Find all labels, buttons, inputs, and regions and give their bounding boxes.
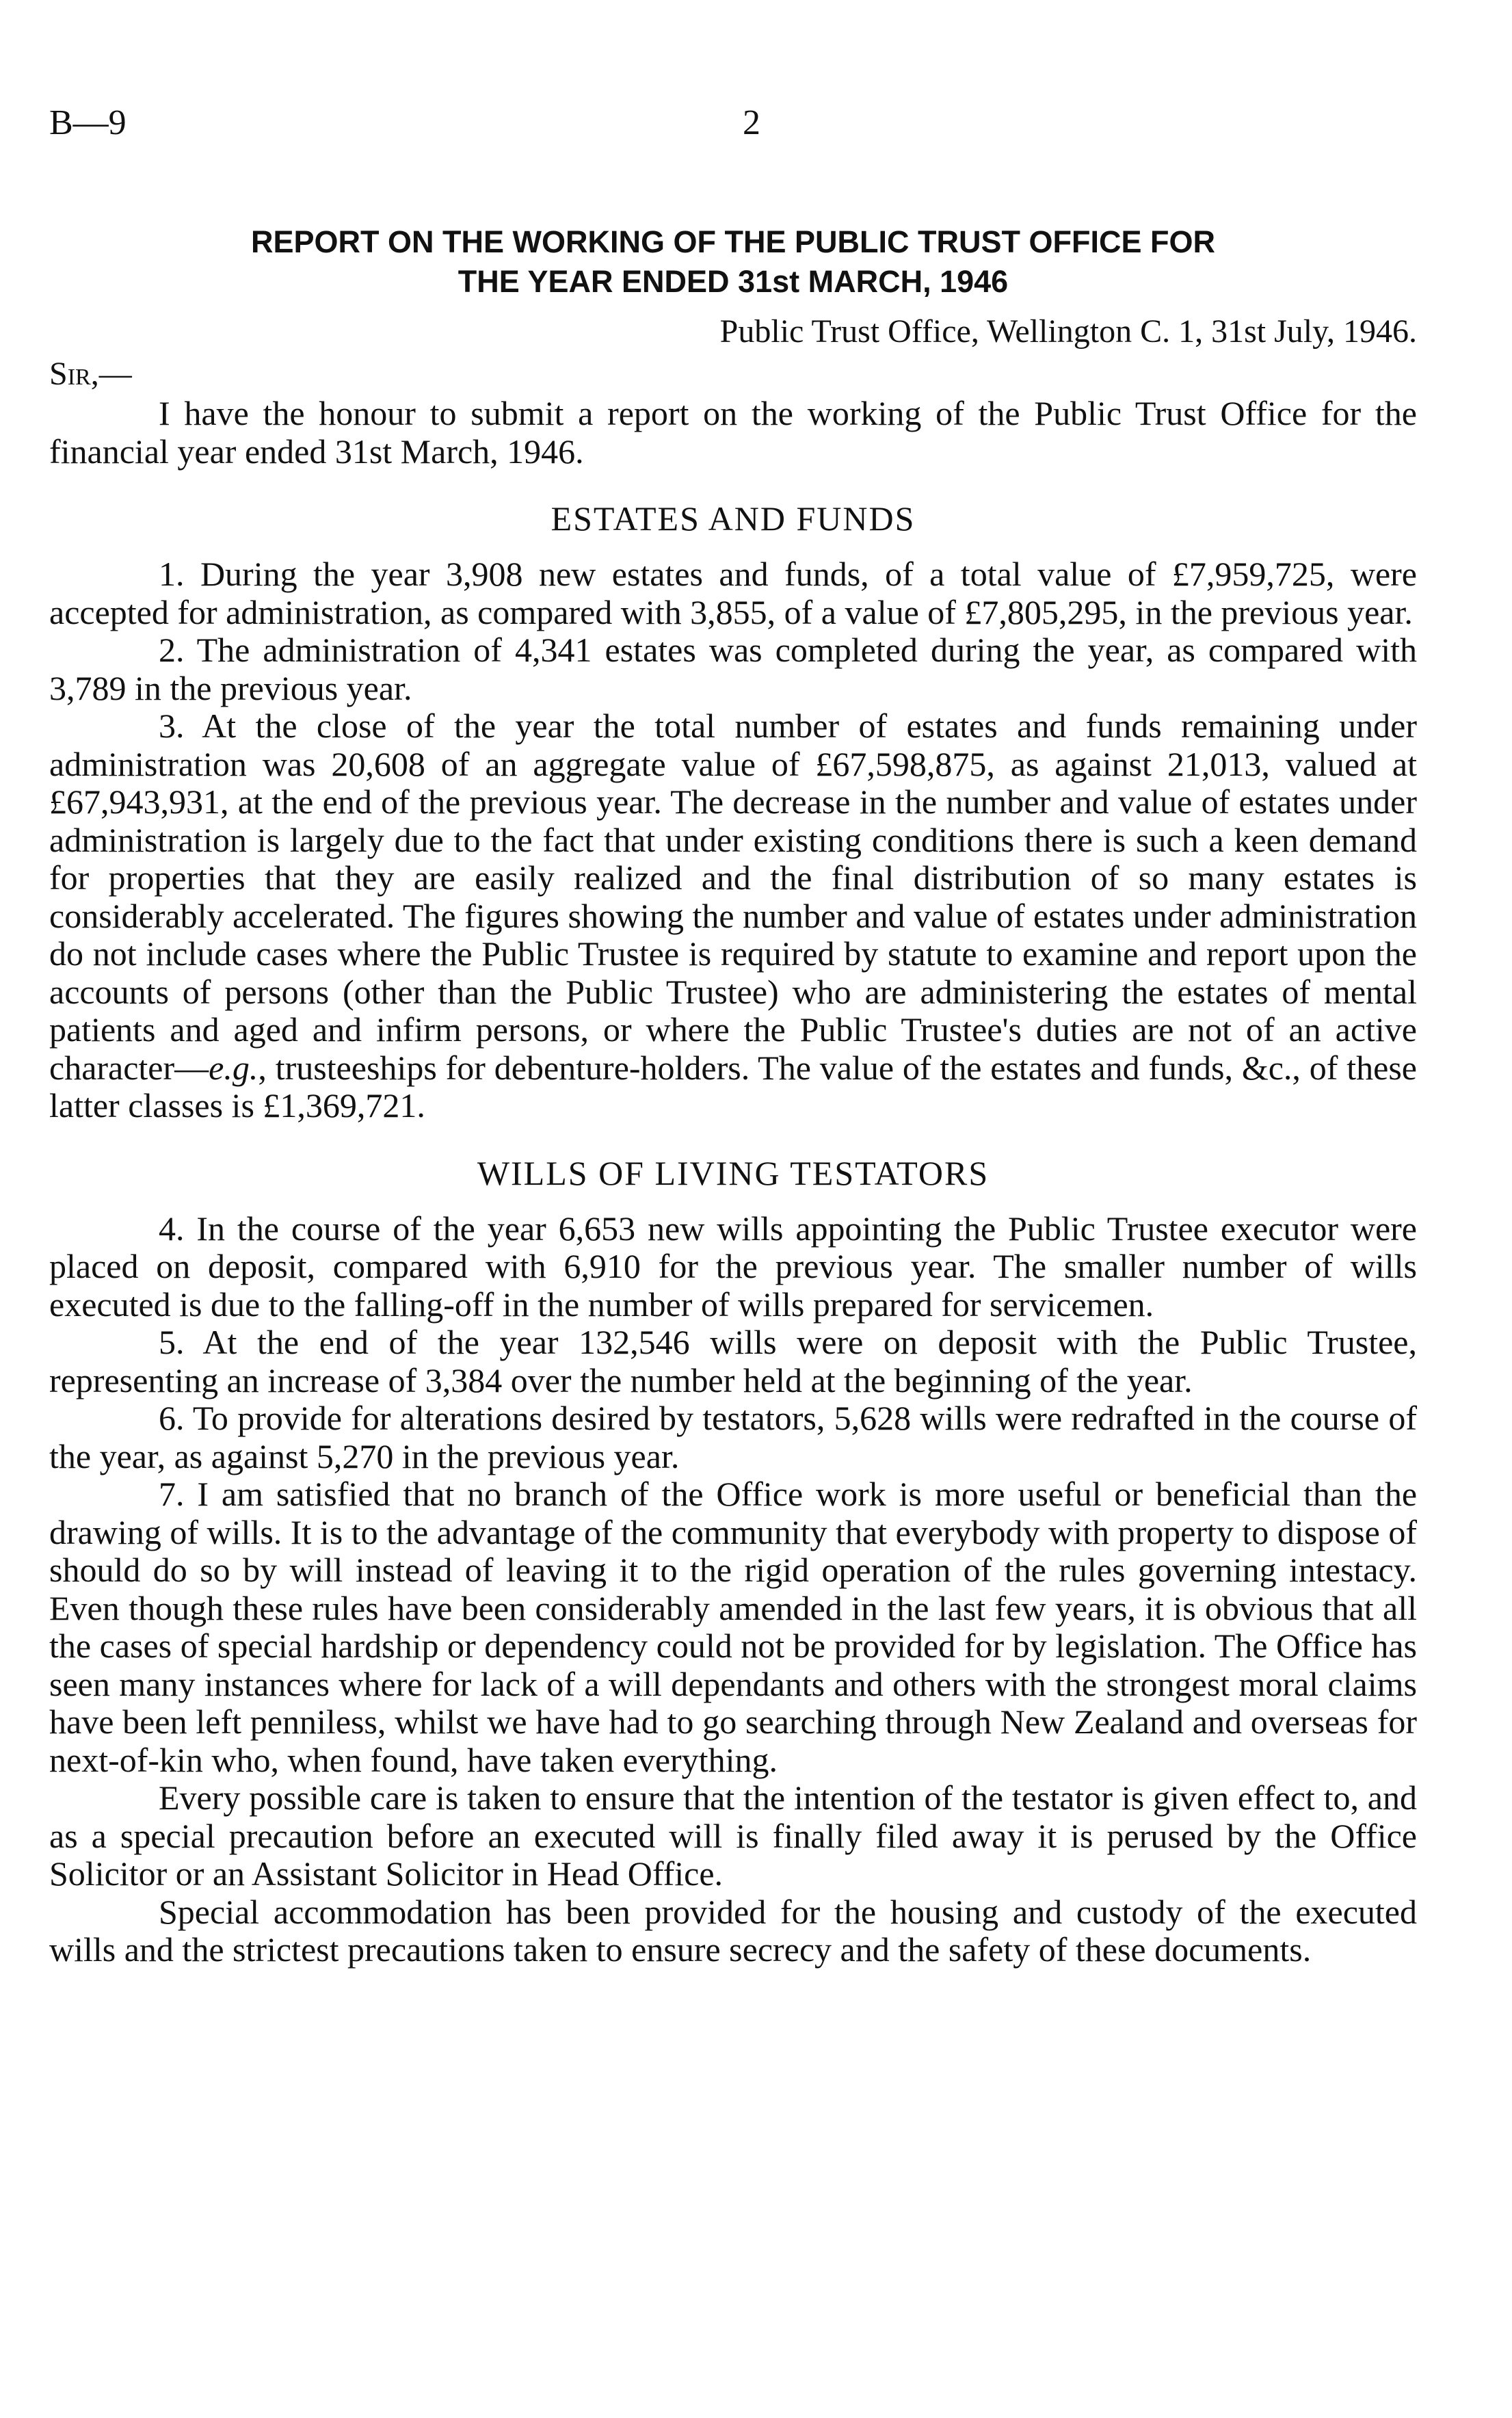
report-title-line-1: REPORT ON THE WORKING OF THE PUBLIC TRUST OFFICE FOR: [251, 224, 1215, 259]
section-heading-estates-and-funds: ESTATES AND FUNDS: [551, 499, 916, 538]
paragraph-7-continued-accommodation: [49, 1893, 1417, 1969]
section-heading-wills-of-living-testators: WILLS OF LIVING TESTATORS: [477, 1153, 990, 1192]
paragraph-number: 7.: [159, 1475, 185, 1513]
document-body: [49, 222, 1417, 1969]
paragraph-text: I am satisfied that no branch of the Office work is more useful or beneficial than the drawing of wills. It is to the advantage of the community that everybody with property to dispose of should do so by will instead of leaving it to the rigid operation of the rules governing intestacy. Even though these rules have been considerably amended in the last few years, it is obvious that all the cases of special hardship or dependency could not be provided for by legislation. The Office has seen many instances where for lack of a will dependants and others with the strongest moral claims have been left penniless, whilst we have had to go searching through New Zealand and overseas for next-of-kin who, when found, have taken everything.: [49, 1475, 1418, 1779]
paragraph-2: [49, 631, 1417, 707]
paragraph-6: [49, 1399, 1417, 1475]
salutation: Sir,—: [49, 356, 132, 392]
paragraph-number: 6.: [159, 1399, 185, 1437]
paragraph-number: 1.: [159, 555, 185, 593]
paragraph-3: [49, 707, 1417, 1125]
intro-paragraph: I have the honour to submit a report on the working of the Public Trust Office for the financial year ended 31st March, 1946.: [49, 394, 1417, 471]
page-number: 2: [743, 103, 760, 142]
paragraph-7-continued-care: [49, 1779, 1417, 1893]
paragraph-number: 3.: [159, 707, 185, 745]
paragraph-text: Special accommodation has been provided for the housing and custody of the executed wills and the strictest precautions taken to ensure secrecy and the safety of these documents.: [49, 1892, 1417, 1969]
paragraph-text: Every possible care is taken to ensure that the intention of the testator is given effect to, and as a special precaution before an executed will is finally filed away it is perused by the Office Solicitor or an Assistant Solicitor in Head Office.: [49, 1778, 1417, 1893]
report-title: [49, 222, 1417, 302]
paragraph-number: 5.: [159, 1323, 185, 1361]
paragraph-number: 4.: [159, 1209, 185, 1248]
running-header: [0, 103, 1512, 150]
paragraph-number: 2.: [159, 631, 185, 669]
paragraph-text: At the close of the year the total number of estates and funds remaining under administration was 20,608 of an aggregate value of £67,598,875, as against 21,013, valued at £67,943,931, at the end of the previous year. The decrease in the number and value of estates under administration is largely due to the fact that under existing conditions there is such a keen demand for properties that they are easily realized and the final distribution of so many estates is considerably accelerated. The figures showing the number and value of estates under administration do not include cases where the Public Trustee is required by statute to examine and report upon the accounts of persons (other than the Public Trustee) who are administering the estates of mental patients and aged and infirm persons, or where the Public Trustee's duties are not of an active character—: [49, 707, 1417, 1087]
paragraph-text: At the end of the year 132,546 wills were on deposit with the Public Trustee, representing an increase of 3,384 over the number held at the beginning of the year.: [49, 1323, 1417, 1399]
paragraph-text: During the year 3,908 new estates and funds, of a total value of £7,959,725, were accepted for administration, as compared with 3,855, of a value of £7,805,295, in the previous year.: [49, 555, 1417, 631]
paragraph-4: [49, 1210, 1417, 1324]
paragraph-text: In the course of the year 6,653 new wills appointing the Public Trustee executor were placed on deposit, compared with 6,910 for the previous year. The smaller number of wills executed is due to the falling-off in the number of wills prepared for servicemen.: [49, 1209, 1418, 1324]
paragraph-text: The administration of 4,341 estates was completed during the year, as compared with 3,789 in the previous year.: [49, 631, 1417, 707]
report-title-line-2: THE YEAR ENDED 31st MARCH, 1946: [457, 264, 1009, 299]
paragraph-text: To provide for alterations desired by testators, 5,628 wills were redrafted in the course of the year, as against 5,270 in the previous year.: [49, 1399, 1417, 1475]
paragraph-1: [49, 555, 1417, 631]
paragraph-7: [49, 1475, 1417, 1779]
paragraph-text: , trusteeships for debenture-holders. The value of the estates and funds, &c., of these latter classes is £1,369,721.: [49, 1048, 1417, 1125]
paragraph-5: [49, 1324, 1417, 1399]
page-reference: B—9: [49, 103, 127, 142]
dateline: Public Trust Office, Wellington C. 1, 31st July, 1946.: [719, 313, 1417, 350]
paragraph-text-italic: e.g.: [209, 1048, 258, 1087]
